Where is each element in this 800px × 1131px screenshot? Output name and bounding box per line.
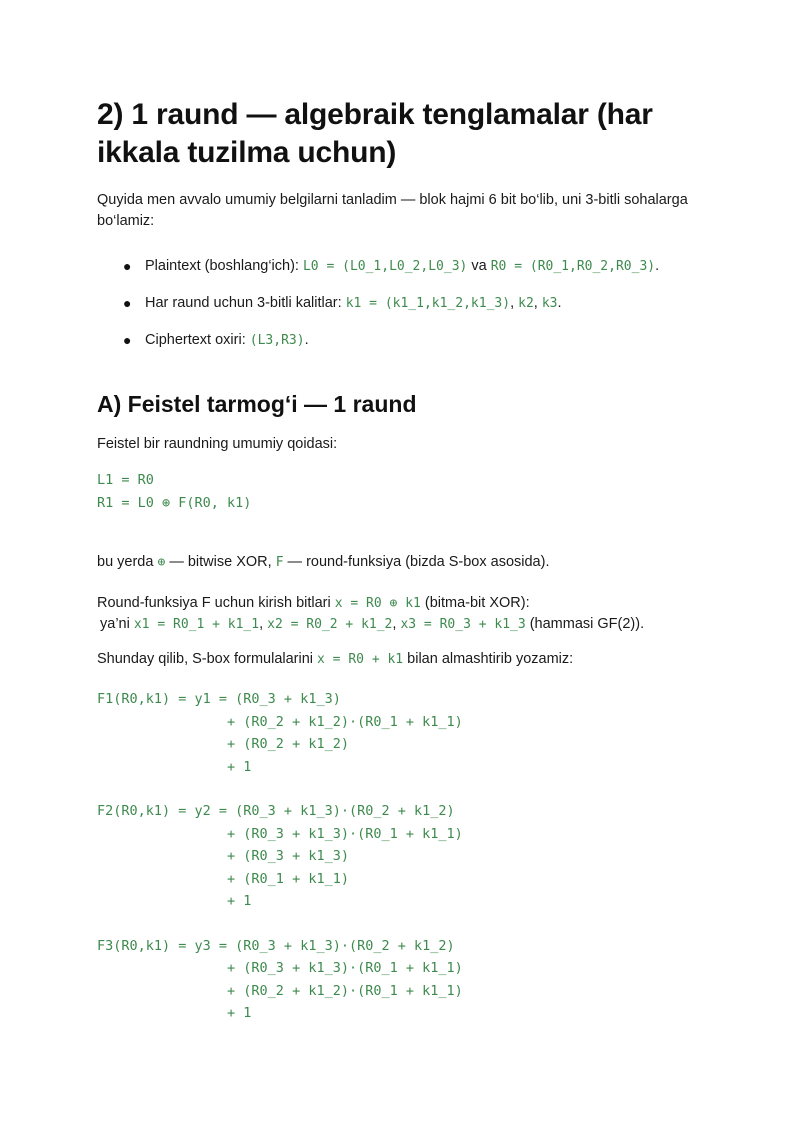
list-text: Har raund uchun 3-bitli kalitlar: — [145, 295, 346, 311]
list-item — [97, 330, 717, 351]
feistel-rule-paragraph: Feistel bir raundning umumiy qoidasi: — [97, 436, 338, 452]
bullet-icon: ● — [123, 258, 132, 274]
notation-list — [97, 256, 717, 351]
bullet-icon: ● — [123, 332, 132, 348]
inline-code: x2 = R0_2 + k1_2 — [267, 617, 393, 632]
intro-paragraph — [97, 190, 717, 232]
subsection-heading: A) Feistel tarmog‘i — 1 raund — [97, 391, 417, 417]
paragraph-text: (bitma-bit XOR): — [420, 595, 530, 611]
paragraph-text: — round-funksiya (bizda S-box asosida). — [283, 554, 550, 570]
paragraph-text: — bitwise XOR, — [165, 554, 276, 570]
feistel-code-block: L1 = R0 R1 = L0 ⊕ F(R0, k1) — [97, 472, 252, 511]
f1-code-block: F1(R0,k1) = y1 = (R0_3 + k1_3) + (R0_2 + k1_2)·(R0_1 + k1_1) + (R0_2 + k1_2) + 1 — [97, 691, 463, 775]
inline-code: ⊕ — [157, 555, 166, 570]
list-text: , — [533, 295, 542, 311]
list-text: . — [304, 332, 309, 348]
paragraph-text: (hammasi GF(2)). — [525, 616, 645, 632]
f2-code-block: F2(R0,k1) = y2 = (R0_3 + k1_3)·(R0_2 + k1_2) + (R0_3 + k1_3)·(R0_1 + k1_1) + (R0_3 + k1_3) + (R0_1 + k1_1) + 1 — [97, 803, 463, 909]
inline-code: k2 — [518, 296, 534, 311]
inline-code: F — [275, 555, 284, 570]
inline-code: (L3,R3) — [249, 333, 305, 348]
inline-code: L0 = (L0_1,L0_2,L0_3) — [302, 259, 468, 274]
inline-code: k1 = (k1_1,k1_2,k1_3) — [345, 296, 511, 311]
paragraph-text: Shunday qilib, S-box formulalarini — [97, 651, 318, 667]
inline-code: x = R0 + k1 — [317, 652, 404, 667]
list-text: , — [510, 295, 519, 311]
where-paragraph — [97, 552, 717, 573]
inline-code: k3 — [541, 296, 558, 311]
list-item — [97, 256, 717, 277]
paragraph-text: bilan almashtirib yozamiz: — [403, 651, 574, 667]
list-text: . — [655, 258, 660, 274]
paragraph-text: , — [392, 616, 401, 632]
intro-text: Quyida men avvalo umumiy belgilarni tanladim — blok hajmi 6 bit bo‘lib, uni 3-bitli sohalarga bo‘lamiz: — [97, 192, 688, 229]
paragraph-text: , — [259, 616, 268, 632]
inline-code: x3 = R0_3 + k1_3 — [400, 617, 526, 632]
document-page — [97, 96, 717, 1025]
f3-code-block: F3(R0,k1) = y3 = (R0_3 + k1_3)·(R0_2 + k1_2) + (R0_3 + k1_3)·(R0_1 + k1_1) + (R0_2 + k1_2)·(R0_1 + k1_1) + 1 — [97, 937, 463, 1021]
substitution-paragraph — [97, 649, 717, 670]
inline-code: x = R0 ⊕ k1 — [334, 596, 421, 611]
paragraph-text: Round-funksiya F uchun kirish bitlari — [97, 595, 335, 611]
paragraph-text: bu yerda — [97, 554, 158, 570]
list-text: . — [557, 295, 562, 311]
inline-code: R0 = (R0_1,R0_2,R0_3) — [490, 259, 656, 274]
paragraph-text: ya’ni — [100, 616, 134, 632]
section-heading: 2) 1 raund — algebraik tenglamalar (har ikkala tuzilma uchun) — [97, 98, 653, 169]
list-text: va — [467, 258, 491, 274]
bullet-icon: ● — [123, 295, 132, 311]
inline-code: x1 = R0_1 + k1_1 — [133, 617, 260, 632]
round-function-paragraph — [97, 593, 717, 635]
list-item — [97, 293, 717, 314]
list-text: Plaintext (boshlang‘ich): — [145, 258, 303, 274]
list-text: Ciphertext oxiri: — [145, 332, 250, 348]
